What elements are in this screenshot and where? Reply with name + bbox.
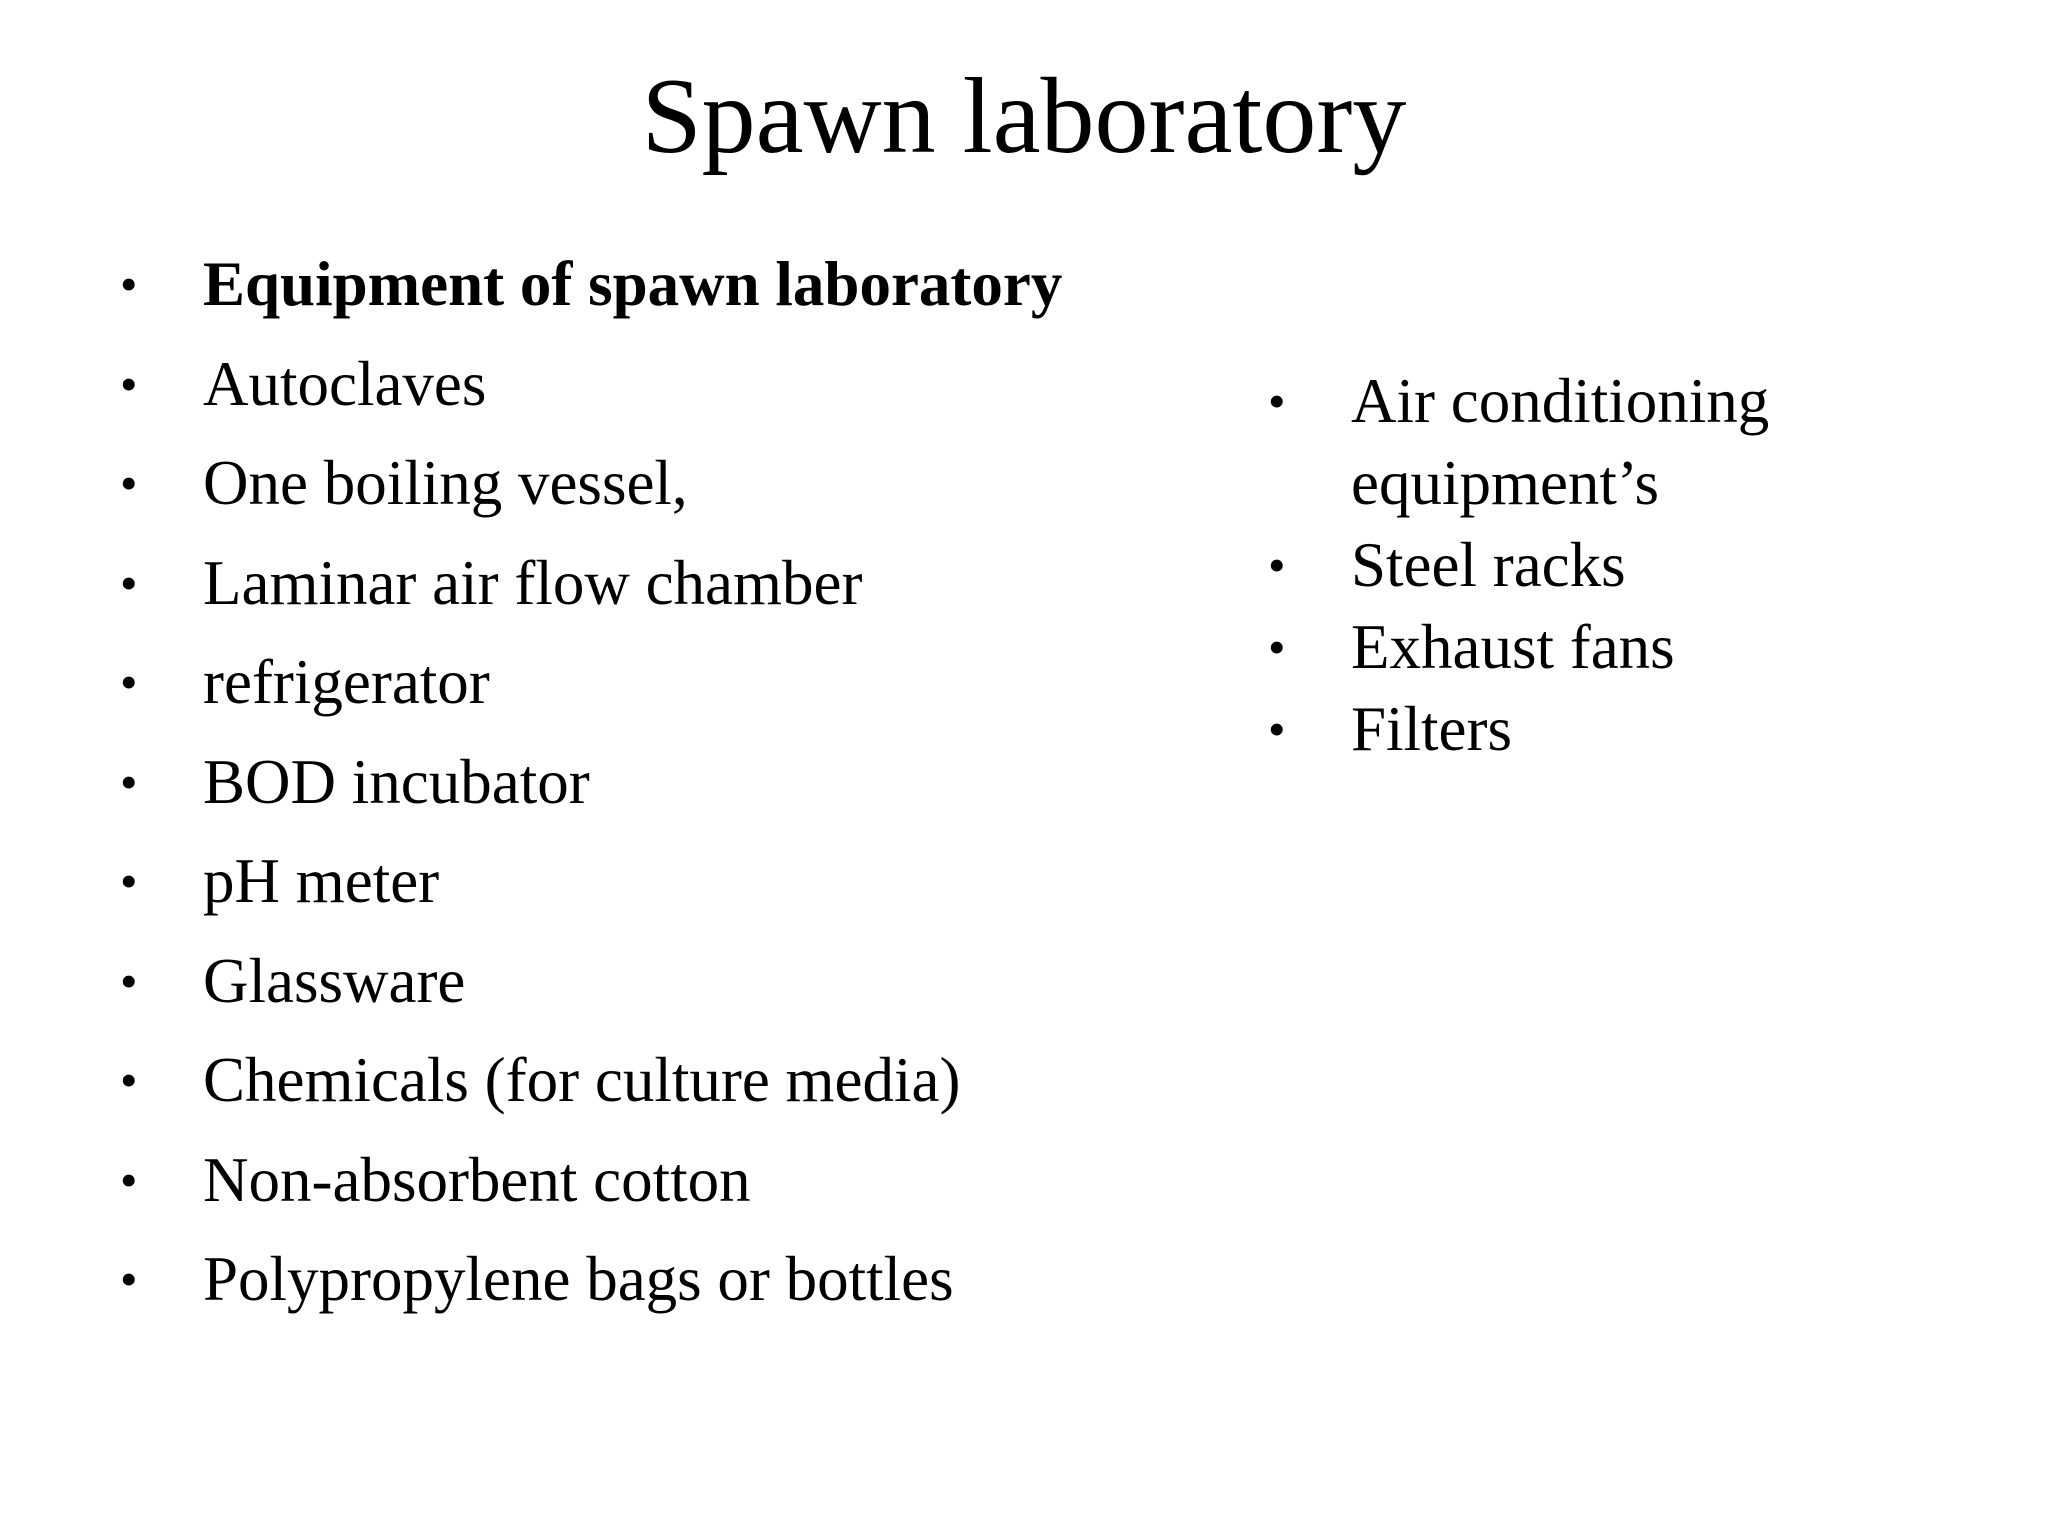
bullet-icon: • bbox=[120, 853, 138, 909]
list-item-text: Chemicals (for culture media) bbox=[203, 1045, 961, 1115]
list-item-text: refrigerator bbox=[203, 647, 490, 717]
list-item-text: Non-absorbent cotton bbox=[203, 1144, 751, 1215]
list-item-text: Air conditioning equipment’s bbox=[1351, 366, 1770, 518]
extra-equipment-list bbox=[1268, 360, 1968, 770]
list-item bbox=[120, 733, 1220, 833]
bullet-icon: • bbox=[1268, 373, 1286, 429]
bullet-icon: • bbox=[120, 654, 138, 710]
list-item bbox=[120, 335, 1220, 435]
bullet-icon: • bbox=[1268, 619, 1286, 675]
list-item bbox=[120, 633, 1220, 733]
equipment-list bbox=[120, 235, 1220, 1330]
list-item bbox=[120, 434, 1220, 534]
list-item-text: Autoclaves bbox=[203, 348, 487, 419]
list-item bbox=[120, 534, 1220, 634]
bullet-icon: • bbox=[120, 1052, 138, 1108]
list-item-text: Equipment of spawn laboratory bbox=[203, 249, 1063, 319]
bullet-icon: • bbox=[120, 952, 138, 1009]
list-item bbox=[120, 832, 1220, 932]
bullet-icon: • bbox=[120, 1251, 138, 1307]
bullet-icon: • bbox=[120, 753, 138, 810]
list-item-text: Laminar air flow chamber bbox=[203, 547, 863, 618]
bullet-icon: • bbox=[1268, 537, 1286, 593]
bullet-icon: • bbox=[120, 455, 138, 511]
list-item-text: Exhaust fans bbox=[1351, 612, 1675, 682]
list-item-text: Steel racks bbox=[1351, 530, 1626, 600]
list-item bbox=[1268, 360, 1968, 524]
bullet-icon: • bbox=[120, 256, 138, 312]
list-item bbox=[1268, 524, 1968, 606]
list-item bbox=[1268, 688, 1968, 770]
bullet-icon: • bbox=[120, 1151, 138, 1208]
list-item-text: Polypropylene bags or bottles bbox=[203, 1244, 954, 1314]
bullet-icon: • bbox=[120, 355, 138, 412]
list-item bbox=[120, 1031, 1220, 1131]
list-item bbox=[1268, 606, 1968, 688]
list-item bbox=[120, 1131, 1220, 1231]
list-item-text: Glassware bbox=[203, 945, 466, 1016]
bullet-icon: • bbox=[1268, 701, 1286, 757]
right-column bbox=[1268, 360, 1968, 770]
list-item-text: One boiling vessel, bbox=[203, 448, 688, 518]
list-item bbox=[120, 1230, 1220, 1330]
list-item-text: BOD incubator bbox=[203, 746, 590, 817]
list-item-text: Filters bbox=[1351, 694, 1513, 764]
list-item-heading bbox=[120, 235, 1220, 335]
list-item bbox=[120, 932, 1220, 1032]
left-column bbox=[120, 235, 1220, 1330]
list-item-text: pH meter bbox=[203, 846, 440, 916]
bullet-icon: • bbox=[120, 554, 138, 611]
slide-title: Spawn laboratory bbox=[641, 57, 1407, 176]
